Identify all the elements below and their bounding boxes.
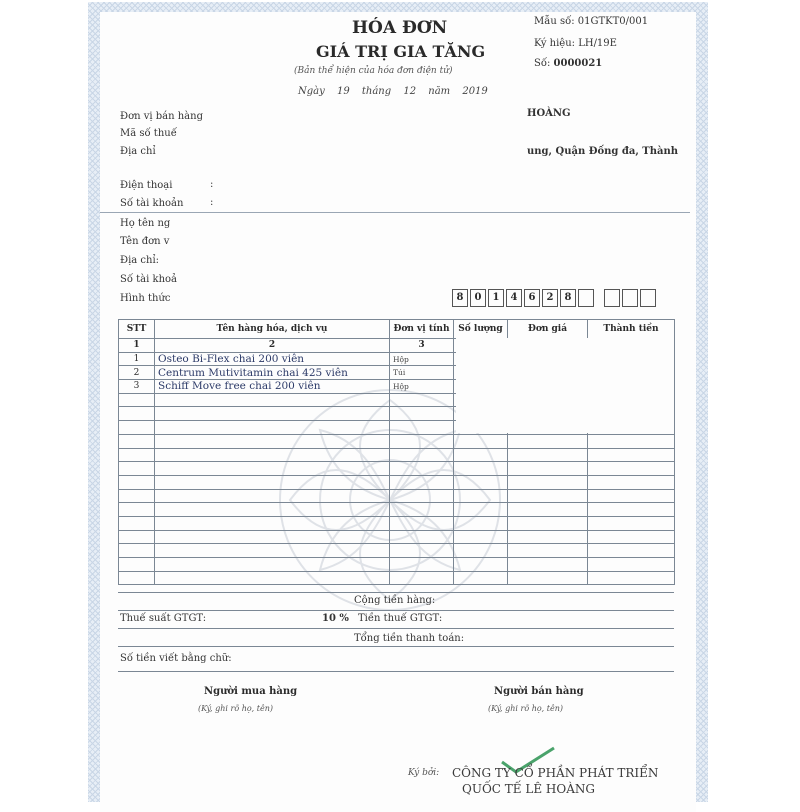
- totals-vat-row: [118, 610, 674, 627]
- signed-by-label: Ký bởi:: [408, 768, 440, 778]
- buyer-address-label: Địa chỉ:: [120, 255, 160, 266]
- table-row: [119, 530, 675, 544]
- row-item-name: Osteo Bi-Flex chai 200 viên: [155, 352, 390, 366]
- vat-rate-label: Thuế suất GTGT:: [120, 613, 207, 624]
- row-stt: 2: [119, 366, 155, 380]
- row-unit: Hộp: [390, 352, 454, 366]
- tax-digit-box: 2: [542, 289, 558, 307]
- seller-account-value: :: [210, 197, 214, 208]
- table-row: [119, 462, 675, 476]
- buyer-name-label: Họ tên ng: [120, 218, 171, 229]
- seller-unit-label: Đơn vị bán hàng: [120, 111, 203, 122]
- invoice-date: [298, 86, 497, 97]
- date-year: 2019: [462, 86, 488, 97]
- invoice-title-vat: GIÁ TRỊ GIA TĂNG: [316, 42, 486, 61]
- subtotal-label: Cộng tiền hàng:: [354, 595, 436, 606]
- row-unit: Hộp: [390, 380, 454, 394]
- tax-digit-box: 0: [470, 289, 486, 307]
- buyer-method-label: Hình thức: [120, 293, 171, 304]
- row-item-name: Schiff Move free chai 200 viên: [155, 380, 390, 394]
- totals-words-row: [118, 646, 674, 672]
- tax-digit-box: [604, 289, 620, 307]
- table-row: [119, 571, 675, 585]
- seller-phone-value: :: [210, 179, 214, 190]
- seller-tax-label: Mã số thuế: [120, 128, 177, 139]
- table-header-row: [119, 320, 675, 339]
- table-row: [119, 544, 675, 558]
- section-divider: [100, 212, 690, 213]
- row-item-name: Centrum Mutivitamin chai 425 viên: [155, 366, 390, 380]
- col-header-qty: Số lượng: [454, 320, 508, 339]
- col-header-price: Đơn giá: [508, 320, 588, 339]
- seller-address-value: ung, Quận Đống đa, Thành: [527, 146, 679, 157]
- date-day: 19: [336, 86, 350, 97]
- invoice-number-value: 0000021: [553, 58, 603, 69]
- table-row: [119, 475, 675, 489]
- index-cell: 1: [119, 339, 155, 353]
- invoice-number: [534, 58, 602, 69]
- table-row: [119, 489, 675, 503]
- buyer-signature-title: Người mua hàng: [204, 686, 298, 697]
- row-unit: Túi: [390, 366, 454, 380]
- date-year-label: năm: [428, 86, 451, 97]
- grand-total-label: Tổng tiền thanh toán:: [354, 633, 465, 644]
- seller-account-label: Số tài khoản: [120, 198, 184, 209]
- tax-digit-box: 8: [452, 289, 468, 307]
- tax-digit-box: [622, 289, 638, 307]
- tax-digit-box: 8: [560, 289, 576, 307]
- seller-address-label: Địa chỉ: [120, 146, 156, 157]
- col-header-stt: STT: [119, 320, 155, 339]
- tax-digit-box: 1: [488, 289, 504, 307]
- table-row: [119, 448, 675, 462]
- invoice-subtitle: (Bản thể hiện của hóa đơn điện tử): [294, 66, 453, 76]
- col-header-amount: Thành tiền: [588, 320, 675, 339]
- buyer-unit-label: Tên đơn v: [120, 236, 170, 247]
- seller-phone-label: Điện thoại: [120, 180, 173, 191]
- table-row: [119, 516, 675, 530]
- col-header-name: Tên hàng hóa, dịch vụ: [155, 320, 390, 339]
- date-day-label: Ngày: [298, 86, 325, 97]
- signing-company-line1: CÔNG TY CỔ PHẦN PHÁT TRIỂN: [452, 766, 659, 780]
- tax-digit-box: [640, 289, 656, 307]
- row-stt: 3: [119, 380, 155, 394]
- index-cell: 2: [155, 339, 390, 353]
- buyer-account-label: Số tài khoả: [120, 274, 177, 285]
- totals-subtotal-row: [118, 592, 674, 609]
- totals-grand-row: [118, 628, 674, 645]
- table-row: [119, 558, 675, 572]
- amount-in-words-label: Số tiền viết bằng chữ:: [120, 653, 232, 664]
- seller-signature-title: Người bán hàng: [494, 686, 584, 697]
- date-month-label: tháng: [361, 86, 392, 97]
- buyer-tax-code-boxes: [452, 289, 658, 307]
- invoice-number-label: Số:: [534, 58, 551, 69]
- seller-unit-value: HOÀNG: [527, 108, 571, 119]
- table-row: [119, 434, 675, 448]
- redacted-area: [456, 338, 674, 433]
- invoice-title: HÓA ĐƠN: [352, 18, 448, 38]
- buyer-signature-note: (Ký, ghi rõ họ, tên): [198, 704, 273, 713]
- vat-rate-value: 10 %: [322, 613, 349, 624]
- signing-company-line2: QUỐC TẾ LÊ HOÀNG: [462, 782, 595, 796]
- seller-signature-note: (Ký, ghi rõ họ, tên): [488, 704, 563, 713]
- index-cell: 3: [390, 339, 454, 353]
- tax-digit-box: 4: [506, 289, 522, 307]
- vat-amount-label: Tiền thuế GTGT:: [358, 613, 443, 624]
- invoice-symbol: Ký hiệu: LH/19E: [534, 38, 617, 49]
- row-stt: 1: [119, 352, 155, 366]
- invoice-form-number: Mẫu số: 01GTKT0/001: [534, 16, 649, 27]
- col-header-unit: Đơn vị tính: [390, 320, 454, 339]
- date-month: 12: [403, 86, 417, 97]
- tax-digit-box: [578, 289, 594, 307]
- table-row: [119, 503, 675, 517]
- tax-digit-box: 6: [524, 289, 540, 307]
